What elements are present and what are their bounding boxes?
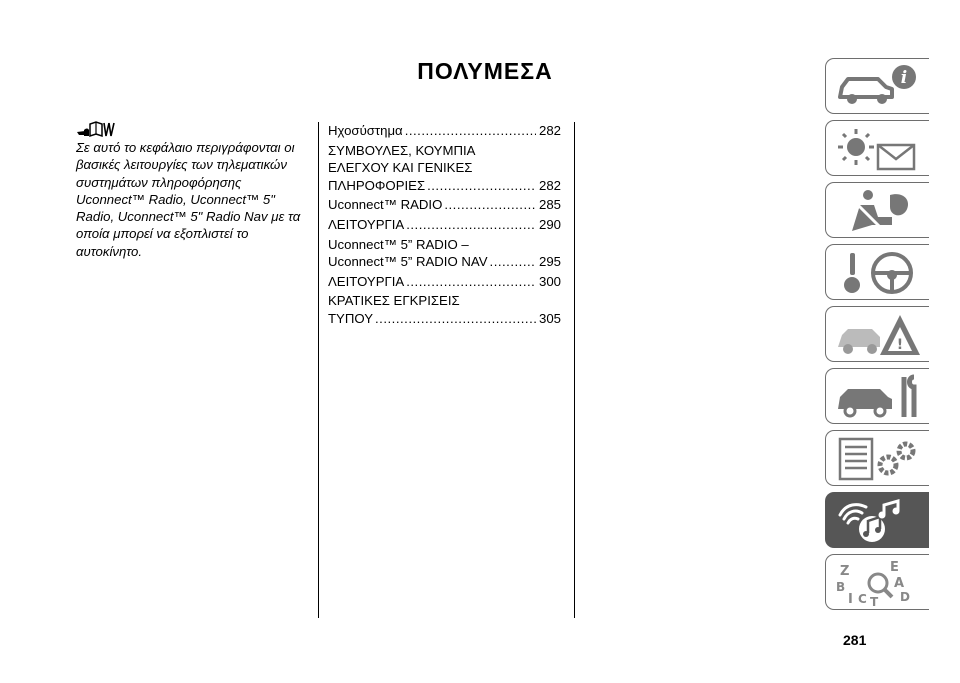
column-divider-left (318, 122, 319, 618)
toc-page-number: 300 (538, 273, 561, 289)
svg-text:!: ! (896, 337, 904, 353)
tab-maintenance[interactable] (825, 368, 929, 424)
tab-starting-driving[interactable] (825, 244, 929, 300)
index-letter: B (836, 580, 846, 594)
index-letter: C (858, 592, 867, 606)
tab-multimedia[interactable] (825, 492, 929, 548)
toc-page-number: 305 (538, 310, 561, 326)
hand-pointing-book-icon (76, 120, 118, 138)
toc-page-number: 282 (538, 123, 561, 138)
car-info-icon (834, 63, 922, 111)
chapter-title: ΠΟΛΥΜΕΣΑ (417, 58, 553, 84)
page-number: 281 (843, 632, 867, 648)
tab-car-info[interactable] (825, 58, 929, 114)
tab-warning-lights[interactable] (825, 120, 929, 176)
index-letter: D (900, 590, 910, 604)
toc-entry-tips-controls[interactable]: ΣΥΜΒΟΥΛΕΣ, ΚΟΥΜΠΙΑ ΕΛΕΓΧΟΥ ΚΑΙ ΓΕΝΙΚΕΣ ΠΛΗΡΟΦΟΡΙΕΣ ..... 282 (328, 142, 561, 195)
toc-entry-operation-1[interactable]: ΛΕΙΤΟΥΡΓΙΑ ..... 290 (328, 216, 561, 234)
index-letter: I (848, 592, 853, 607)
key-steering-wheel-icon (834, 249, 922, 297)
toc-entry-operation-2[interactable]: ΛΕΙΤΟΥΡΓΙΑ ..... 300 (328, 273, 561, 291)
toc-page-number: 295 (538, 254, 561, 270)
toc-entry-sound-system[interactable]: Ηχοσύστημα ..... 282 (328, 122, 561, 140)
index-letter: Z (840, 564, 850, 579)
car-tools-icon (834, 373, 922, 421)
specs-gears-icon (834, 435, 922, 483)
tab-safety[interactable] (825, 182, 929, 238)
toc-page-number: 285 (538, 197, 561, 213)
svg-text:i: i (900, 68, 908, 88)
emergency-triangle-icon (834, 311, 922, 359)
index-letter: A (894, 576, 905, 591)
warning-lights-icon (834, 125, 922, 173)
multimedia-icon (834, 497, 922, 545)
tab-index[interactable] (825, 554, 929, 610)
alphabetical-index-icon (834, 559, 922, 607)
column-divider-right (574, 122, 575, 618)
toc-entry-uconnect-5-radio[interactable]: Uconnect™ 5” RADIO – Uconnect™ 5” RADIO NAV ..... 295 (328, 236, 561, 271)
seat-airbag-icon (834, 187, 922, 235)
toc-entry-type-approvals[interactable]: ΚΡΑΤΙΚΕΣ ΕΓΚΡΙΣΕΙΣ ΤΥΠΟΥ ..... 305 (328, 292, 561, 327)
tab-emergency[interactable] (825, 306, 929, 362)
toc-entry-uconnect-radio[interactable]: Uconnect™ RADIO ..... 285 (328, 196, 561, 214)
tab-technical-data[interactable] (825, 430, 929, 486)
index-letter: E (890, 560, 899, 575)
intro-text: Σε αυτό το κεφάλαιο περιγράφονται οι βασικές λειτουργίες των τηλεματικών συστημάτων πληροφόρησης Uconnect™ Radio, Uconnect™ 5" Radio, Uconnect™ 5" Radio Nav με τα οποία μπορεί να εξοπλιστεί το αυτοκίνητο. (76, 140, 301, 259)
table-of-contents (328, 122, 561, 330)
index-letter: T (870, 595, 879, 607)
toc-page-number: 282 (538, 177, 561, 193)
toc-page-number: 290 (538, 216, 561, 232)
